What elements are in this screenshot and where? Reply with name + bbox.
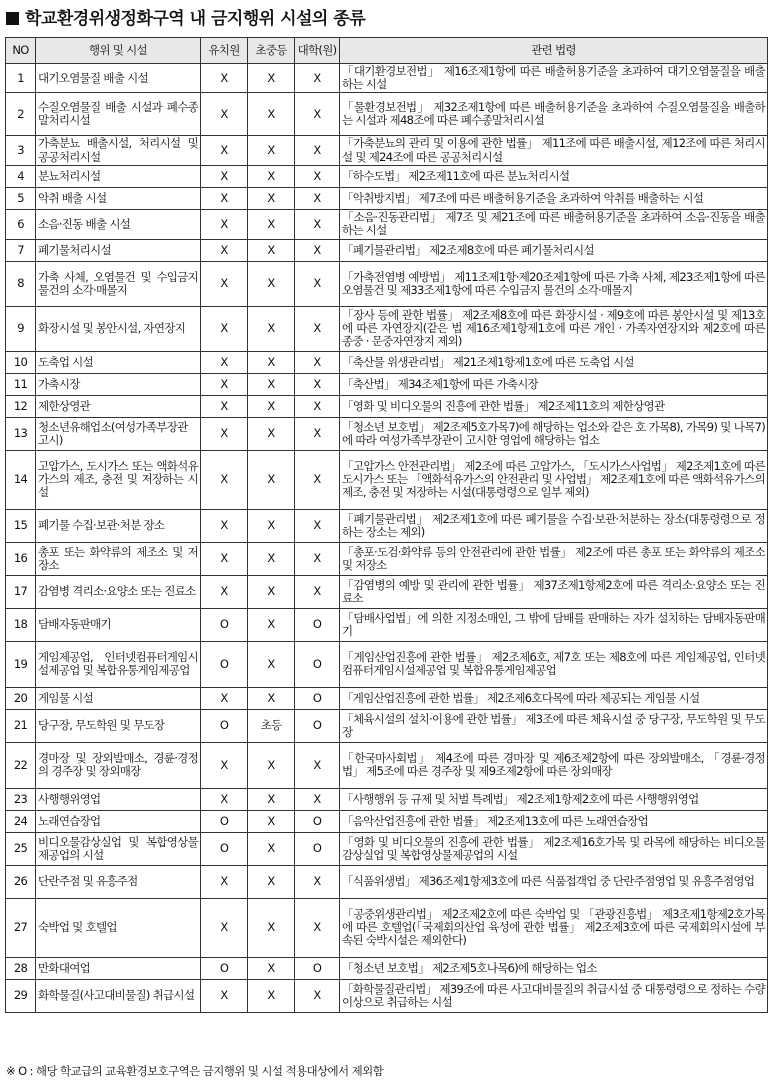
row-law: 「가축전염병 예방법」 제11조제1항·제20조제1항에 따른 가축 사체, 제23조제1항에 따른 오염물건 및 제33조제1항에 따른 수입금지 물건의 소각·매몰지: [340, 261, 768, 306]
row-facility: 대기오염물질 배출 시설: [36, 64, 201, 93]
table-row: [6, 898, 768, 957]
row-school: X: [248, 93, 295, 136]
table-row: [6, 136, 768, 165]
row-no: 24: [6, 810, 36, 832]
row-kindergarten: X: [201, 373, 248, 395]
row-law: 「하수도법」 제2조제11호에 따른 분뇨처리시설: [340, 165, 768, 187]
row-law: 「고압가스 안전관리법」 제2조에 따른 고압가스, 「도시가스사업법」 제2조제1호에 따른 도시가스 또는 「액화석유가스의 안전관리 및 사업법」 제2조제1호에 따른 액화석유가스의 제조, 충전 및 저장하는 시설(대통령령으로 일부 제외): [340, 450, 768, 509]
row-university: X: [295, 187, 340, 209]
row-school: X: [248, 306, 295, 351]
row-no: 7: [6, 239, 36, 261]
row-school: X: [248, 509, 295, 542]
row-facility: 소음·진동 배출 시설: [36, 209, 201, 239]
table-row: [6, 395, 768, 417]
row-law: 「게임산업진흥에 관한 법률」 제2조제6호다목에 따라 제공되는 게임물 시설: [340, 687, 768, 709]
row-law: 「가축분뇨의 관리 및 이용에 관한 법률」 제11조에 따른 배출시설, 제12조에 따른 처리시설 및 제24조에 따른 공공처리시설: [340, 136, 768, 165]
row-school: X: [248, 832, 295, 865]
page-title-text: 학교환경위생정화구역 내 금지행위 시설의 종류: [25, 9, 366, 29]
row-law: 「대기환경보전법」 제16조제1항에 따른 배출허용기준을 초과하여 대기오염물질을 배출하는 시설: [340, 64, 768, 93]
row-school: X: [248, 209, 295, 239]
row-no: 12: [6, 395, 36, 417]
row-university: X: [295, 417, 340, 450]
row-no: 25: [6, 832, 36, 865]
row-no: 1: [6, 64, 36, 93]
row-facility: 가축 사체, 오염물건 및 수입금지 물건의 소각·매몰지: [36, 261, 201, 306]
row-no: 18: [6, 608, 36, 641]
row-law: 「담배사업법」에 의한 지정소매인, 그 밖에 담배를 판매하는 자가 설치하는 담배자동판매기: [340, 608, 768, 641]
table-row: [6, 306, 768, 351]
row-kindergarten: X: [201, 417, 248, 450]
row-school: X: [248, 898, 295, 957]
row-kindergarten: X: [201, 898, 248, 957]
row-kindergarten: X: [201, 742, 248, 788]
row-no: 15: [6, 509, 36, 542]
row-school: X: [248, 417, 295, 450]
row-university: O: [295, 687, 340, 709]
row-no: 3: [6, 136, 36, 165]
row-law: 「화학물질관리법」 제39조에 따른 사고대비물질의 취급시설 중 대통령령으로 정하는 수량 이상으로 취급하는 시설: [340, 979, 768, 1012]
row-school: X: [248, 165, 295, 187]
row-university: X: [295, 93, 340, 136]
row-no: 13: [6, 417, 36, 450]
row-kindergarten: X: [201, 575, 248, 608]
row-no: 11: [6, 373, 36, 395]
row-law: 「악취방지법」 제7조에 따른 배출허용기준을 초과하여 악취를 배출하는 시설: [340, 187, 768, 209]
row-law: 「장사 등에 관한 법률」 제2조제8호에 따른 화장시설 · 제9호에 따른 봉안시설 및 제13호에 따른 자연장지(같은 법 제16조제1항제1호에 따른 개인 · 가족자연장지와 제2호에 따른 종중 · 문중자연장지 제외): [340, 306, 768, 351]
row-no: 10: [6, 351, 36, 373]
header-facility: 행위 및 시설: [36, 38, 201, 64]
table-row: [6, 575, 768, 608]
row-school: X: [248, 261, 295, 306]
table-row: [6, 832, 768, 865]
row-facility: 노래연습장업: [36, 810, 201, 832]
row-university: X: [295, 542, 340, 575]
row-school: X: [248, 979, 295, 1012]
row-kindergarten: X: [201, 64, 248, 93]
row-law: 「물환경보전법」 제32조제1항에 따른 배출허용기준을 초과하여 수질오염물질을 배출하는 시설과 제48조에 따른 폐수종말처리시설: [340, 93, 768, 136]
row-facility: 분뇨처리시설: [36, 165, 201, 187]
prohibited-facilities-table: [5, 37, 768, 1013]
row-law: 「축산법」 제34조제1항에 따른 가축시장: [340, 373, 768, 395]
page-title: [6, 4, 365, 29]
row-law: 「한국마사회법」 제4조에 따른 경마장 및 제6조제2항에 따른 장외발매소, 「경륜·경정법」 제5조에 따른 경주장 및 제9조제2항에 따른 장외매장: [340, 742, 768, 788]
row-facility: 숙박업 및 호텔업: [36, 898, 201, 957]
row-university: X: [295, 209, 340, 239]
row-kindergarten: X: [201, 979, 248, 1012]
row-kindergarten: X: [201, 788, 248, 810]
row-kindergarten: O: [201, 957, 248, 979]
row-school: X: [248, 351, 295, 373]
row-kindergarten: O: [201, 641, 248, 687]
row-university: X: [295, 575, 340, 608]
row-school: X: [248, 542, 295, 575]
row-facility: 게임물 시설: [36, 687, 201, 709]
row-university: X: [295, 373, 340, 395]
table-row: [6, 351, 768, 373]
row-facility: 담배자동판매기: [36, 608, 201, 641]
row-law: 「식품위생법」 제36조제1항제3호에 따른 식품접객업 중 단란주점영업 및 유흥주점영업: [340, 865, 768, 898]
row-university: O: [295, 957, 340, 979]
row-kindergarten: X: [201, 261, 248, 306]
square-bullet-icon: [6, 12, 19, 25]
row-university: X: [295, 64, 340, 93]
row-school: X: [248, 373, 295, 395]
row-university: X: [295, 865, 340, 898]
row-kindergarten: O: [201, 832, 248, 865]
footnote: ※ O : 해당 학교급의 교육환경보호구역은 금지행위 및 시설 적용대상에서 제외함: [6, 1064, 384, 1078]
row-university: X: [295, 239, 340, 261]
row-no: 6: [6, 209, 36, 239]
row-law: 「청소년 보호법」 제2조제5호가목7)에 해당하는 업소와 같은 호 가목8), 가목9) 및 나목7)에 따라 여성가족부장관이 고시한 영업에 해당하는 업소: [340, 417, 768, 450]
row-facility: 경마장 및 장외발매소, 경륜·경정의 경주장 및 장외매장: [36, 742, 201, 788]
row-kindergarten: X: [201, 865, 248, 898]
table-row: [6, 509, 768, 542]
row-facility: 화학물질(사고대비물질) 취급시설: [36, 979, 201, 1012]
row-no: 27: [6, 898, 36, 957]
table-row: [6, 742, 768, 788]
table-row: [6, 788, 768, 810]
table-row: [6, 64, 768, 93]
header-school: 초중등: [248, 38, 295, 64]
row-school: X: [248, 608, 295, 641]
row-no: 20: [6, 687, 36, 709]
row-school: X: [248, 687, 295, 709]
row-university: O: [295, 608, 340, 641]
table-row: [6, 209, 768, 239]
row-facility: 가축분뇨 배출시설, 처리시설 및 공공처리시설: [36, 136, 201, 165]
row-school: X: [248, 136, 295, 165]
row-kindergarten: X: [201, 450, 248, 509]
row-kindergarten: X: [201, 136, 248, 165]
row-kindergarten: X: [201, 351, 248, 373]
row-school: X: [248, 239, 295, 261]
table-row: [6, 810, 768, 832]
row-facility: 폐기물 수집·보관·처분 장소: [36, 509, 201, 542]
row-kindergarten: X: [201, 687, 248, 709]
row-university: X: [295, 351, 340, 373]
row-university: X: [295, 261, 340, 306]
row-school: 초등: [248, 709, 295, 742]
row-school: X: [248, 957, 295, 979]
row-university: O: [295, 832, 340, 865]
row-university: X: [295, 898, 340, 957]
table-row: [6, 93, 768, 136]
row-kindergarten: O: [201, 608, 248, 641]
row-no: 5: [6, 187, 36, 209]
table-row: [6, 687, 768, 709]
row-law: 「공중위생관리법」 제2조제2호에 따른 숙박업 및 「관광진흥법」 제3조제1항제2호가목에 따른 호텔업(「국제회의산업 육성에 관한 법률」 제2조제3호에 따른 국제회의시설에 부속된 숙박시설은 제외한다): [340, 898, 768, 957]
row-school: X: [248, 641, 295, 687]
row-facility: 총포 또는 화약류의 제조소 및 저장소: [36, 542, 201, 575]
row-law: 「축산물 위생관리법」 제21조제1항제1호에 따른 도축업 시설: [340, 351, 768, 373]
row-university: X: [295, 165, 340, 187]
header-kindergarten: 유치원: [201, 38, 248, 64]
row-facility: 사행행위영업: [36, 788, 201, 810]
row-kindergarten: X: [201, 239, 248, 261]
row-facility: 단란주점 및 유흥주점: [36, 865, 201, 898]
row-kindergarten: X: [201, 542, 248, 575]
table-row: [6, 261, 768, 306]
table-row: [6, 450, 768, 509]
row-kindergarten: O: [201, 810, 248, 832]
row-law: 「폐기물관리법」 제2조제1호에 따른 폐기물을 수집·보관·처분하는 장소(대통령령으로 정하는 장소는 제외): [340, 509, 768, 542]
table-row: [6, 641, 768, 687]
row-facility: 폐기물처리시설: [36, 239, 201, 261]
table-row: [6, 417, 768, 450]
row-law: 「총포·도검·화약류 등의 안전관리에 관한 법률」 제2조에 따른 총포 또는 화약류의 제조소 및 저장소: [340, 542, 768, 575]
table-row: [6, 865, 768, 898]
row-facility: 게임제공업, 인터넷컴퓨터게임시설제공업 및 복합유통게임제공업: [36, 641, 201, 687]
table-row: [6, 542, 768, 575]
row-law: 「체육시설의 설치·이용에 관한 법률」 제3조에 따른 체육시설 중 당구장, 무도학원 및 무도장: [340, 709, 768, 742]
row-no: 4: [6, 165, 36, 187]
row-law: 「사행행위 등 규제 및 처벌 특례법」 제2조제1항제2호에 따른 사행행위영업: [340, 788, 768, 810]
row-university: X: [295, 979, 340, 1012]
row-facility: 도축업 시설: [36, 351, 201, 373]
table-row: [6, 239, 768, 261]
row-law: 「영화 및 비디오물의 진흥에 관한 법률」 제2조제11호의 제한상영관: [340, 395, 768, 417]
row-no: 2: [6, 93, 36, 136]
row-facility: 비디오물감상실업 및 복합영상물제공업의 시설: [36, 832, 201, 865]
table-row: [6, 608, 768, 641]
row-facility: 화장시설 및 봉안시설, 자연장지: [36, 306, 201, 351]
row-school: X: [248, 187, 295, 209]
header-law: 관련 법령: [340, 38, 768, 64]
row-facility: 수질오염물질 배출 시설과 폐수종말처리시설: [36, 93, 201, 136]
row-law: 「청소년 보호법」 제2조제5호나목6)에 해당하는 업소: [340, 957, 768, 979]
table-row: [6, 957, 768, 979]
row-facility: 당구장, 무도학원 및 무도장: [36, 709, 201, 742]
row-no: 16: [6, 542, 36, 575]
row-university: X: [295, 742, 340, 788]
row-law: 「감염병의 예방 및 관리에 관한 법률」 제37조제1항제2호에 따른 격리소·요양소 또는 진료소: [340, 575, 768, 608]
row-facility: 만화대여업: [36, 957, 201, 979]
row-no: 28: [6, 957, 36, 979]
row-facility: 악취 배출 시설: [36, 187, 201, 209]
table-row: [6, 709, 768, 742]
row-school: X: [248, 450, 295, 509]
row-school: X: [248, 64, 295, 93]
row-law: 「영화 및 비디오물의 진흥에 관한 법률」 제2조제16호가목 및 라목에 해당하는 비디오물감상실업 및 복합영상물제공업의 시설: [340, 832, 768, 865]
row-school: X: [248, 810, 295, 832]
row-no: 29: [6, 979, 36, 1012]
row-kindergarten: X: [201, 509, 248, 542]
row-kindergarten: X: [201, 93, 248, 136]
table-header-row: [6, 38, 768, 64]
table-row: [6, 373, 768, 395]
row-facility: 제한상영관: [36, 395, 201, 417]
row-facility: 청소년유해업소(여성가족부장관 고시): [36, 417, 201, 450]
row-no: 26: [6, 865, 36, 898]
header-no: NO: [6, 38, 36, 64]
row-law: 「소음·진동관리법」 제7조 및 제21조에 따른 배출허용기준을 초과하여 소음·진동을 배출하는 시설: [340, 209, 768, 239]
row-no: 9: [6, 306, 36, 351]
row-facility: 가축시장: [36, 373, 201, 395]
row-kindergarten: X: [201, 395, 248, 417]
row-kindergarten: X: [201, 165, 248, 187]
row-university: X: [295, 788, 340, 810]
row-school: X: [248, 788, 295, 810]
row-kindergarten: X: [201, 209, 248, 239]
row-university: O: [295, 810, 340, 832]
row-kindergarten: X: [201, 306, 248, 351]
row-university: X: [295, 509, 340, 542]
row-school: X: [248, 742, 295, 788]
table-row: [6, 979, 768, 1012]
row-no: 19: [6, 641, 36, 687]
row-no: 23: [6, 788, 36, 810]
table-row: [6, 165, 768, 187]
row-law: 「게임산업진흥에 관한 법률」 제2조제6호, 제7호 또는 제8호에 따른 게임제공업, 인터넷컴퓨터게임시설제공업 및 복합유통게임제공업: [340, 641, 768, 687]
row-no: 21: [6, 709, 36, 742]
row-university: O: [295, 709, 340, 742]
row-university: X: [295, 395, 340, 417]
row-kindergarten: X: [201, 187, 248, 209]
header-university: 대학(원): [295, 38, 340, 64]
row-school: X: [248, 865, 295, 898]
row-university: X: [295, 136, 340, 165]
row-facility: 감염병 격리소·요양소 또는 진료소: [36, 575, 201, 608]
row-university: O: [295, 641, 340, 687]
row-school: X: [248, 575, 295, 608]
table-row: [6, 187, 768, 209]
row-no: 22: [6, 742, 36, 788]
row-no: 14: [6, 450, 36, 509]
row-law: 「음악산업진흥에 관한 법률」 제2조제13호에 따른 노래연습장업: [340, 810, 768, 832]
row-university: X: [295, 450, 340, 509]
row-university: X: [295, 306, 340, 351]
row-facility: 고압가스, 도시가스 또는 액화석유가스의 제조, 충전 및 저장하는 시설: [36, 450, 201, 509]
row-no: 8: [6, 261, 36, 306]
row-law: 「폐기물관리법」 제2조제8호에 따른 폐기물처리시설: [340, 239, 768, 261]
row-kindergarten: O: [201, 709, 248, 742]
row-no: 17: [6, 575, 36, 608]
row-school: X: [248, 395, 295, 417]
